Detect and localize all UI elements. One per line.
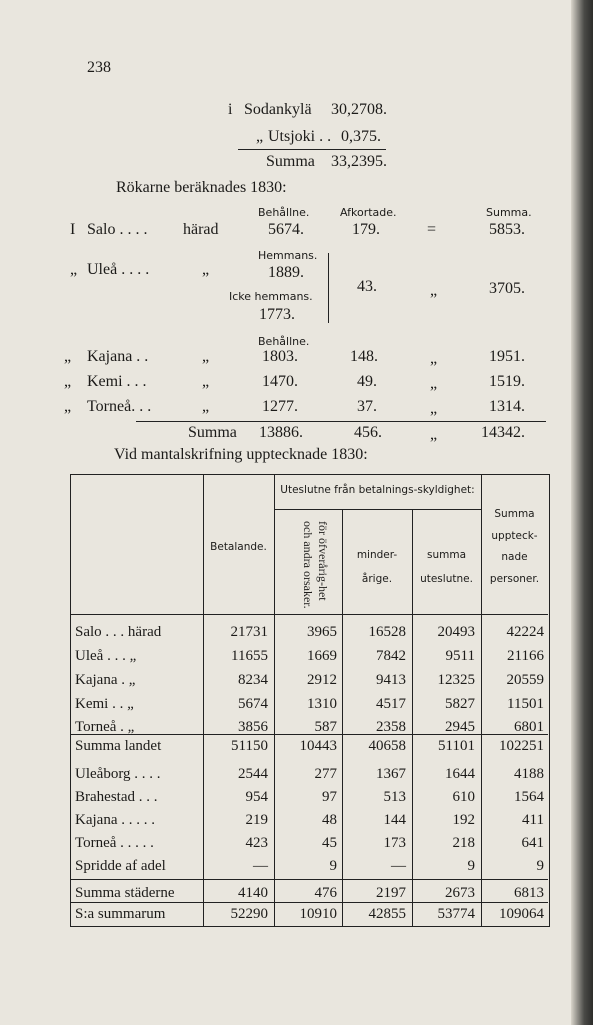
row-name: Torneå. . .: [87, 398, 152, 415]
cell-c3: 9413: [376, 672, 406, 688]
cell-c4: 218: [452, 835, 475, 851]
row-unit: härad: [183, 221, 219, 238]
icke-hemmans-label: Icke hemmans.: [229, 290, 313, 303]
cell-c5: 1564: [514, 789, 544, 805]
cell-c2: 1669: [307, 648, 337, 664]
col-header-betalande: Betalande.: [210, 541, 267, 553]
row-behallne: 1470.: [262, 373, 298, 390]
cell-c4: 51101: [438, 738, 475, 754]
header-rule: [71, 614, 548, 615]
rokare-heading: Rökarne beräknades 1830:: [116, 179, 287, 196]
cell-c4: 53774: [437, 906, 475, 922]
cell-c2: 1310: [307, 696, 337, 712]
cell-c1: 5674: [238, 696, 268, 712]
cell-c3: —: [391, 858, 406, 874]
header-afkortade: Afkortade.: [340, 206, 397, 219]
row-afkortade: 49.: [357, 373, 377, 390]
row-label: Summa städerne: [75, 885, 175, 901]
row-roman: I: [70, 221, 76, 238]
cell-c3: 513: [383, 789, 406, 805]
total-label: Summa: [188, 424, 237, 441]
top-sum-rule: [238, 149, 386, 150]
cell-c4: 610: [452, 789, 475, 805]
cell-c5: 641: [521, 835, 544, 851]
total-sign: „: [430, 426, 438, 443]
row-sign: „: [430, 282, 438, 299]
row-label: Kajana . „: [75, 672, 136, 688]
row-afkortade: 37.: [357, 398, 377, 415]
cell-c2: 10443: [299, 738, 337, 754]
cell-c5: 6801: [514, 719, 544, 735]
cell-c4: 9: [467, 858, 475, 874]
col-header-ofverarig: för öfverårig-het och andra orsaker.: [301, 521, 330, 609]
stader-rule: [71, 879, 548, 880]
cell-c3: 42855: [368, 906, 406, 922]
cell-c1: 21731: [230, 624, 268, 640]
row-name: Kajana . .: [87, 348, 149, 365]
brace: [322, 253, 329, 323]
cell-c5: 6813: [514, 885, 544, 901]
cell-c1: 8234: [238, 672, 268, 688]
header-summa: Summa.: [486, 206, 532, 219]
hemmans-label: Hemmans.: [258, 249, 318, 262]
cell-c3: 144: [383, 812, 406, 828]
row-unit: „: [202, 398, 210, 415]
row-behallne: 5674.: [268, 221, 304, 238]
col-header-uppteck-2: uppteck-: [491, 530, 538, 542]
row-label: Torneå . „: [75, 719, 135, 735]
cell-c5: 42224: [506, 624, 544, 640]
row-behallne: 1277.: [262, 398, 298, 415]
cell-c3: 7842: [376, 648, 406, 664]
row-sign: „: [430, 350, 438, 367]
cell-c1: 423: [245, 835, 268, 851]
row-roman: „: [70, 261, 78, 278]
cell-c5: 9: [536, 858, 544, 874]
cell-c1: 219: [245, 812, 268, 828]
cell-c1: 11655: [231, 648, 268, 664]
cell-c4: 1644: [445, 766, 475, 782]
cell-c3: 1367: [376, 766, 406, 782]
col-header-minder-1: minder-: [356, 549, 398, 561]
mantal-table: [70, 474, 550, 927]
col-header-summa-2: uteslutne.: [420, 573, 473, 585]
cell-c4: 192: [452, 812, 475, 828]
total-afkortade: 456.: [354, 424, 382, 441]
cell-c2: 10910: [299, 906, 337, 922]
row-summa: 1314.: [489, 398, 525, 415]
cell-c5: 411: [522, 812, 544, 828]
page-number: 238: [87, 59, 111, 76]
cell-c1: 4140: [238, 885, 268, 901]
scan-edge: [571, 0, 593, 1025]
row-unit: „: [202, 261, 210, 278]
row-afkortade: 43.: [357, 278, 377, 295]
cell-c4: 9511: [445, 648, 475, 664]
row-roman: „: [64, 398, 72, 415]
header-behallne: Behållne.: [258, 206, 310, 219]
cell-c5: 11501: [507, 696, 544, 712]
cell-c2: 476: [314, 885, 337, 901]
rokare-sum-rule: [136, 421, 546, 422]
row-behallne: 1803.: [262, 348, 298, 365]
cell-c4: 5827: [445, 696, 475, 712]
cell-c5: 20559: [506, 672, 544, 688]
row-label: Kajana . . . . .: [75, 812, 155, 828]
sodankyla-prefix: i: [228, 101, 233, 118]
row-sign: „: [430, 400, 438, 417]
cell-c3: 40658: [368, 738, 406, 754]
cell-c2: 277: [314, 766, 337, 782]
row-label: Uleåborg . . . .: [75, 766, 161, 782]
cell-c1: 3856: [238, 719, 268, 735]
cell-c3: 2358: [376, 719, 406, 735]
row-roman: „: [64, 373, 72, 390]
cell-c1: 51150: [231, 738, 268, 754]
row-summa: 1519.: [489, 373, 525, 390]
col-header-summa-1: summa: [426, 549, 467, 561]
row-roman: „: [64, 348, 72, 365]
cell-c5: 21166: [507, 648, 544, 664]
top-sum-value: 33,2395.: [331, 153, 387, 170]
cell-c1: 954: [245, 789, 268, 805]
row-unit: „: [202, 373, 210, 390]
row-afkortade: 148.: [350, 348, 378, 365]
row-label: S:a summarum: [75, 906, 166, 922]
row-summa: 1951.: [489, 348, 525, 365]
col-header-uppteck-3: nade: [501, 551, 528, 563]
row-label: Salo . . . härad: [75, 624, 162, 640]
row-sign: =: [427, 221, 437, 238]
hemmans-value: 1889.: [268, 264, 304, 281]
row-label: Torneå . . . . .: [75, 835, 154, 851]
cell-c2: 3965: [307, 624, 337, 640]
cell-c2: 587: [314, 719, 337, 735]
utsjoki-value: 0,375.: [341, 128, 381, 145]
col-header-uteslutne: Uteslutne från betalnings-skyldighet:: [280, 484, 475, 496]
col-header-minder-2: årige.: [361, 573, 393, 585]
row-name: Salo . . . .: [87, 221, 148, 238]
cell-c2: 97: [322, 789, 337, 805]
cell-c4: 2945: [445, 719, 475, 735]
row-name: Kemi . . .: [87, 373, 147, 390]
mantal-heading: Vid mantalskrifning upptecknade 1830:: [114, 446, 368, 463]
row-summa: 3705.: [489, 280, 525, 297]
row-label: Spridde af adel: [75, 858, 166, 874]
row-name: Uleå . . . .: [87, 261, 150, 278]
row-label: Summa landet: [75, 738, 162, 754]
cell-c1: —: [253, 858, 268, 874]
cell-c2: 9: [329, 858, 337, 874]
icke-hemmans-value: 1773.: [259, 306, 295, 323]
cell-c2: 2912: [307, 672, 337, 688]
col-header-uppteck-4: personer.: [489, 573, 540, 585]
cell-c3: 173: [383, 835, 406, 851]
utsjoki-place: Utsjoki . .: [268, 128, 332, 145]
utsjoki-prefix: „: [256, 128, 264, 145]
cell-c2: 48: [322, 812, 337, 828]
cell-c3: 16528: [368, 624, 406, 640]
cell-c5: 102251: [499, 738, 544, 754]
cell-c1: 52290: [230, 906, 268, 922]
col-header-uppteck-1: Summa: [494, 508, 535, 520]
total-summa: 14342.: [481, 424, 525, 441]
row-label: Kemi . . „: [75, 696, 134, 712]
cell-c3: 4517: [376, 696, 406, 712]
sodankyla-place: Sodankylä: [244, 101, 312, 118]
row-sign: „: [430, 375, 438, 392]
cell-c1: 2544: [238, 766, 268, 782]
cell-c4: 2673: [445, 885, 475, 901]
total-behallne: 13886.: [259, 424, 303, 441]
cell-c2: 45: [322, 835, 337, 851]
cell-c3: 2197: [376, 885, 406, 901]
cell-c5: 109064: [499, 906, 544, 922]
row-label: Brahestad . . .: [75, 789, 158, 805]
row-label: Uleå . . . „: [75, 648, 137, 664]
row-unit: „: [202, 348, 210, 365]
cell-c5: 4188: [514, 766, 544, 782]
sodankyla-value: 30,2708.: [331, 101, 387, 118]
row-afkortade: 179.: [352, 221, 380, 238]
top-sum-label: Summa: [266, 153, 315, 170]
summarum-rule: [71, 902, 548, 903]
row-summa: 5853.: [489, 221, 525, 238]
cell-c4: 20493: [437, 624, 475, 640]
group-rule: [274, 509, 481, 510]
cell-c4: 12325: [437, 672, 475, 688]
header-behallne-2: Behållne.: [258, 335, 310, 348]
